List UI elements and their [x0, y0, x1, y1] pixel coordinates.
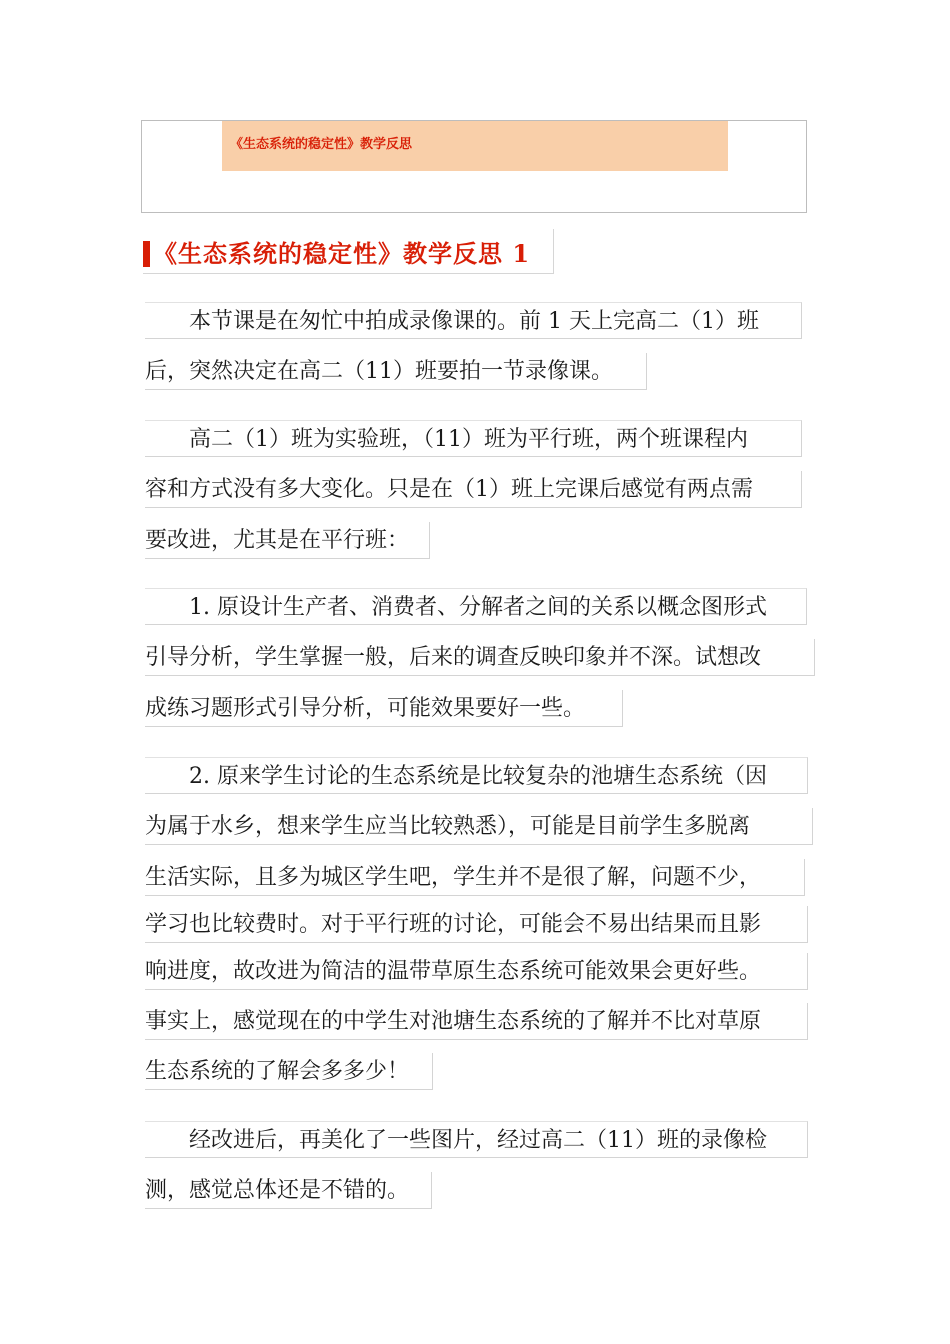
paragraph-4-line-7: 生态系统的了解会多多少！ — [145, 1053, 433, 1090]
paragraph-2-line-3: 要改进，尤其是在平行班： — [145, 522, 430, 559]
heading-text: 《生态系统的稳定性》教学反思 1 — [153, 239, 531, 268]
paragraph-4-line-6: 事实上，感觉现在的中学生对池塘生态系统的了解并不比对草原 — [145, 1003, 808, 1040]
paragraph-2-line-1: 高二（1）班为实验班，（11）班为平行班，两个班课程内 — [145, 420, 802, 457]
paragraph-1-line-2: 后，突然决定在高二（11）班要拍一节录像课。 — [145, 353, 647, 390]
section-heading — [143, 229, 554, 274]
paragraph-5-line-2: 测，感觉总体还是不错的。 — [145, 1172, 432, 1209]
header-banner — [222, 121, 728, 171]
heading-marker — [143, 241, 150, 267]
paragraph-3-line-1: 1. 原设计生产者、消费者、分解者之间的关系以概念图形式 — [145, 588, 807, 625]
paragraph-4-line-2: 为属于水乡，想来学生应当比较熟悉），可能是目前学生多脱离 — [145, 808, 813, 845]
document-header — [141, 120, 807, 213]
paragraph-4-line-3: 生活实际，且多为城区学生吧，学生并不是很了解，问题不少， — [145, 859, 805, 896]
paragraph-4-line-4: 学习也比较费时。对于平行班的讨论，可能会不易出结果而且影 — [145, 906, 808, 943]
header-title: 《生态系统的稳定性》教学反思 — [230, 137, 413, 152]
paragraph-4-line-1: 2. 原来学生讨论的生态系统是比较复杂的池塘生态系统（因 — [145, 757, 808, 794]
paragraph-4-line-5: 响进度，故改进为简洁的温带草原生态系统可能效果会更好些。 — [145, 953, 808, 990]
paragraph-2-line-2: 容和方式没有多大变化。只是在（1）班上完课后感觉有两点需 — [145, 471, 802, 508]
paragraph-3-line-3: 成练习题形式引导分析，可能效果要好一些。 — [145, 690, 623, 727]
paragraph-5-line-1: 经改进后，再美化了一些图片，经过高二（11）班的录像检 — [145, 1121, 808, 1158]
paragraph-1-line-1: 本节课是在匆忙中拍成录像课的。前 1 天上完高二（1）班 — [145, 302, 802, 339]
paragraph-3-line-2: 引导分析，学生掌握一般，后来的调查反映印象并不深。试想改 — [145, 639, 815, 676]
